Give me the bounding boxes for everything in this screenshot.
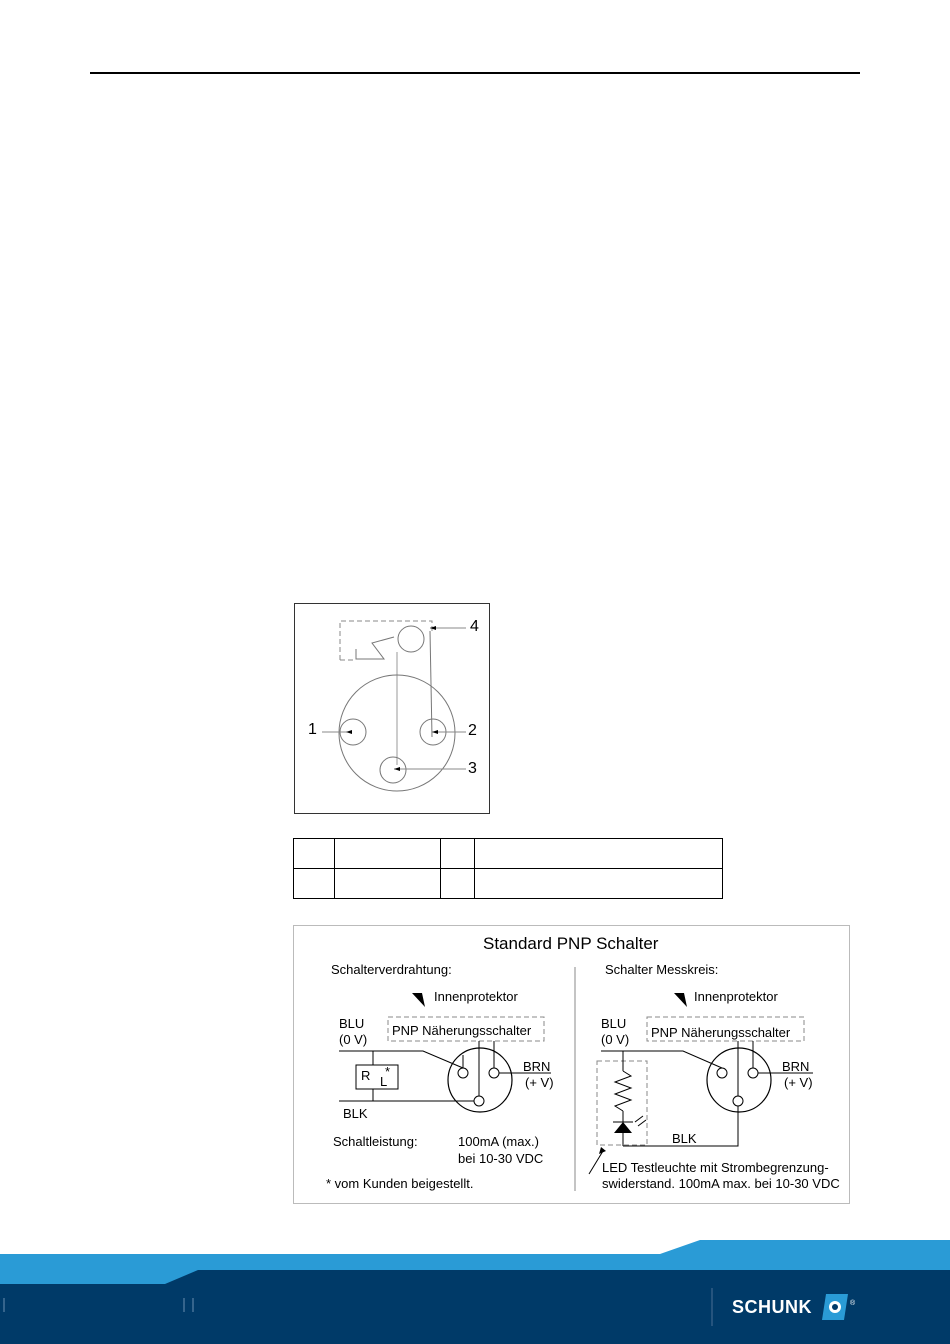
right-brn-voltage: (+ V)	[784, 1075, 813, 1090]
pin-label-2: 2	[468, 722, 477, 739]
pnp-wiring-diagram	[293, 925, 850, 1204]
left-blu-voltage: (0 V)	[339, 1032, 368, 1047]
table-cell	[294, 869, 335, 899]
load-star: *	[385, 1064, 391, 1079]
wiring-title: Standard PNP Schalter	[483, 934, 659, 953]
table-cell	[441, 839, 475, 869]
table-cell	[335, 869, 441, 899]
table-cell	[335, 839, 441, 869]
left-switch-label: PNP Näherungsschalter	[392, 1023, 532, 1038]
table-cell	[475, 869, 723, 899]
pin-label-1: 1	[308, 721, 317, 738]
left-blu-label: BLU	[339, 1016, 365, 1031]
schunk-logo-text: SCHUNK	[732, 1297, 813, 1317]
right-brn-label: BRN	[782, 1059, 810, 1074]
left-protector-label: Innenprotektor	[434, 989, 518, 1004]
right-protector-arrow	[674, 993, 687, 1007]
right-heading: Schalter Messkreis:	[605, 962, 719, 977]
table-row	[294, 869, 723, 899]
rating-range: bei 10-30 VDC	[458, 1151, 544, 1166]
page-footer	[0, 1240, 950, 1344]
right-protector-label: Innenprotektor	[694, 989, 778, 1004]
customer-note: * vom Kunden beigestellt.	[326, 1176, 474, 1191]
table-cell	[475, 839, 723, 869]
led-note-line-1: LED Testleuchte mit Strombegrenzung-	[602, 1160, 829, 1175]
load-r-label: R	[361, 1068, 371, 1083]
right-blk-label: BLK	[672, 1131, 697, 1146]
connector-pinout-figure	[294, 603, 490, 814]
left-brn-label: BRN	[523, 1059, 551, 1074]
schunk-logo-mark-icon	[818, 1292, 852, 1322]
table-cell	[441, 869, 475, 899]
left-blk-label: BLK	[343, 1106, 368, 1121]
header-rule	[90, 72, 860, 74]
left-protector-arrow	[412, 993, 425, 1007]
right-switch-label: PNP Näherungsschalter	[651, 1025, 791, 1040]
rating-label: Schaltleistung:	[333, 1134, 418, 1149]
pin-label-4: 4	[470, 618, 479, 635]
table-row	[294, 839, 723, 869]
registered-mark: ®	[850, 1300, 856, 1307]
right-blu-label: BLU	[601, 1016, 627, 1031]
led-note-line-2: swiderstand. 100mA max. bei 10-30 VDC	[602, 1176, 840, 1191]
table-cell	[294, 839, 335, 869]
rating-value: 100mA (max.)	[458, 1134, 539, 1149]
pin-label-3: 3	[468, 760, 477, 777]
left-heading: Schalterverdrahtung:	[331, 962, 452, 977]
pin-assignment-table	[293, 838, 723, 899]
right-blu-voltage: (0 V)	[601, 1032, 630, 1047]
load-l-label: L	[380, 1074, 388, 1089]
left-brn-voltage: (+ V)	[525, 1075, 554, 1090]
